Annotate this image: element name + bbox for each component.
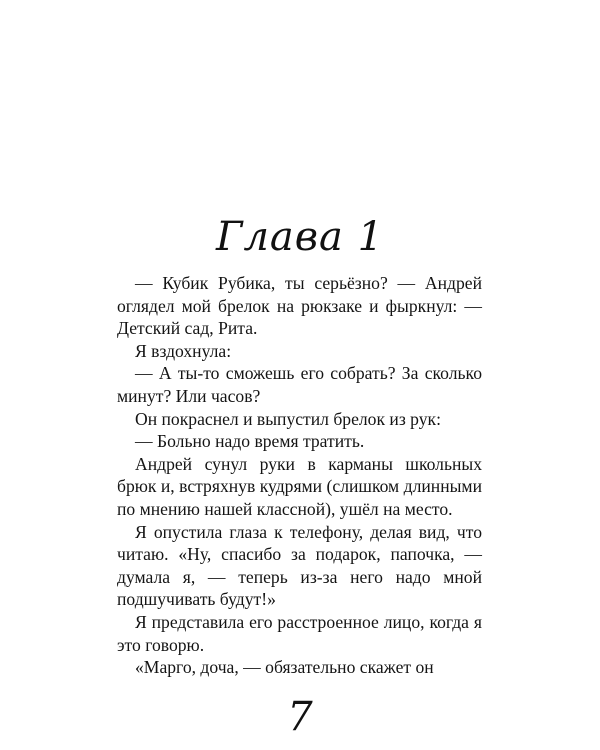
paragraph: Я представила его расстроенное лицо, когда я это говорю. bbox=[117, 611, 482, 655]
paragraph: Он покраснел и выпустил брелок из рук: bbox=[135, 408, 441, 429]
paragraph: Я опустила глаза к телефону, делая вид, что читаю. «Ну, спасибо за подарок, папочка, — думала я, — теперь из-за него надо мной подшучивать будут!» bbox=[117, 521, 482, 610]
chapter-title: Глава 1 bbox=[215, 214, 385, 260]
paragraph: «Марго, доча, — обязательно скажет он bbox=[135, 657, 434, 678]
paragraph: — Кубик Рубика, ты серьёзно? — Андрей оглядел мой брелок на рюкзаке и фыркнул: — Детский сад, Рита. bbox=[117, 273, 482, 339]
paragraph: Андрей сунул руки в карманы школьных брюк и, встряхнув кудрями (слишком длинными по мнению нашей классной), ушёл на место. bbox=[117, 453, 482, 519]
paragraph: — Больно надо время тратить. bbox=[135, 431, 365, 452]
chapter-body bbox=[117, 272, 482, 679]
paragraph: Я вздохнула: bbox=[135, 340, 232, 361]
page-number: 7 bbox=[287, 694, 313, 740]
paragraph: — А ты-то сможешь его собрать? За сколько минут? Или часов? bbox=[117, 363, 482, 406]
